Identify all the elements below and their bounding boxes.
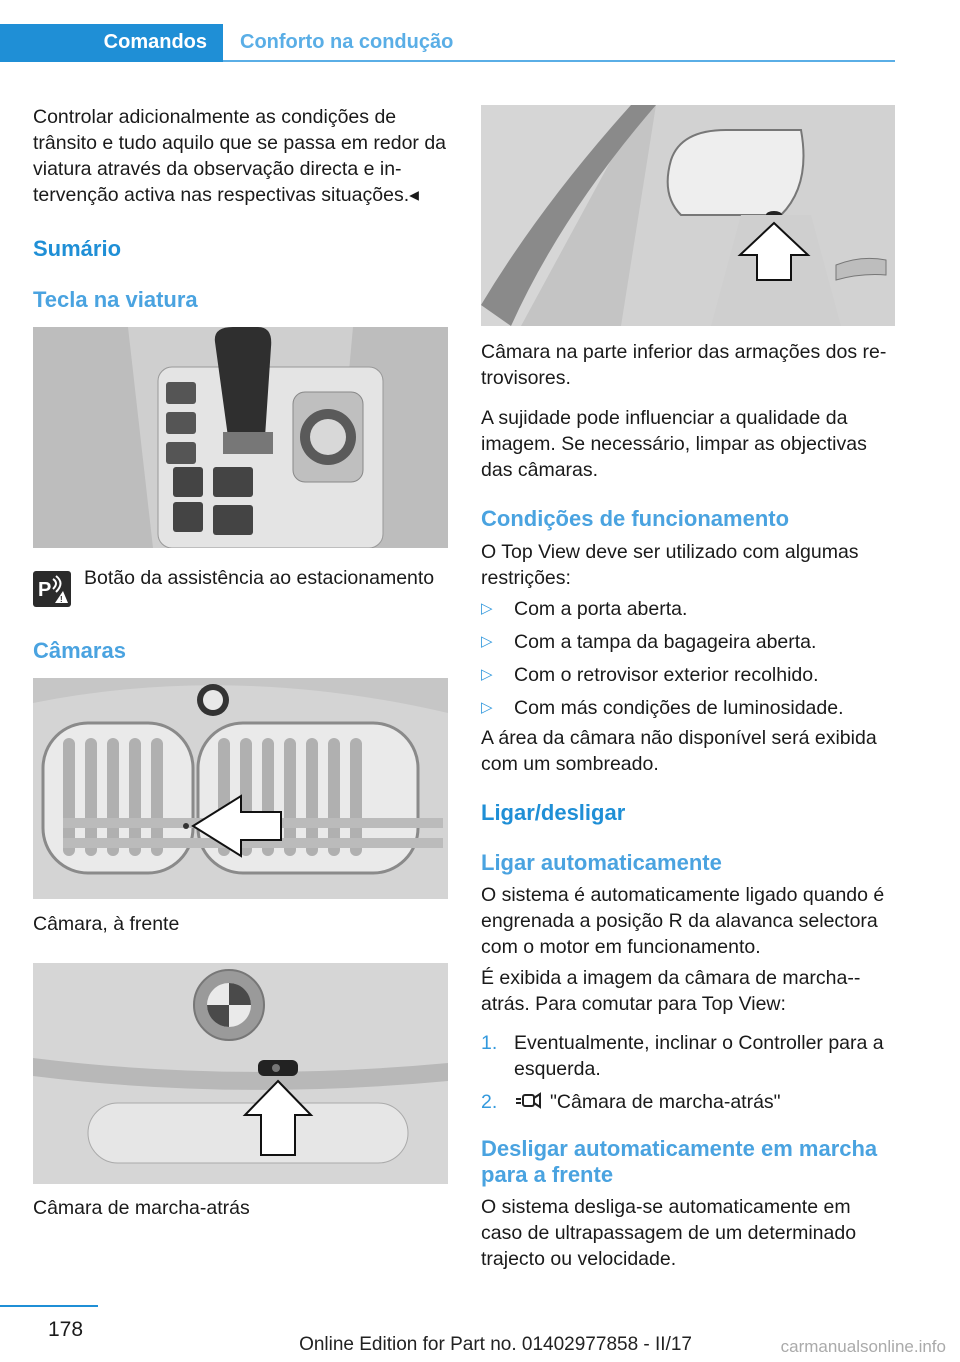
- desligar-text: O sistema desliga-se automaticamente em caso de ultrapassagem de um determinado trajecto ou velocidade.: [481, 1196, 857, 1270]
- console-buttons-image: [33, 327, 448, 548]
- rear-camera-icon: [514, 1091, 542, 1111]
- heading-ligar-auto: Ligar automaticamente: [481, 850, 722, 875]
- triangle-right-icon: ▷: [481, 600, 493, 617]
- rear-camera-image: [33, 963, 448, 1184]
- condicoes-intro: O Top View deve ser utilizado com algumas restrições:: [481, 541, 859, 589]
- heading-sumario: Sumário: [33, 236, 122, 261]
- heading-condicoes: Condições de funcionamento: [481, 506, 790, 531]
- heading-ligar-desligar: Ligar/desligar: [481, 800, 626, 825]
- triangle-right-icon: ▷: [481, 699, 493, 716]
- list-item: ▷ Com a tampa da bagageira aberta.: [481, 631, 817, 653]
- tab-comandos[interactable]: Comandos: [0, 24, 223, 62]
- park-assist-caption: Botão da assistência ao estacionamento: [84, 567, 435, 589]
- heading-desligar-auto: Desligar automaticamente em marcha para a frente: [481, 1136, 878, 1187]
- front-camera-caption: Câmara, à frente: [33, 913, 180, 935]
- list-item: ▷ Com o retrovisor exterior recolhido.: [481, 664, 819, 686]
- steps-list: [481, 1030, 895, 1122]
- condicoes-list: [481, 596, 895, 728]
- list-item: 2. "Câmara de marcha-atrás": [481, 1091, 781, 1113]
- intro-paragraph: Controlar adicionalmente as condições de trânsito e tudo aquilo que se passa em redor da viatura através da observação directa e intervenção activa nas respectivas situações.◂: [33, 106, 447, 206]
- heading-tecla-na-viatura: Tecla na viatura: [33, 287, 198, 312]
- heading-camaras: Câmaras: [33, 638, 126, 663]
- edition-label: Online Edition for Part no. 01402977858 - II/17: [299, 1334, 692, 1355]
- mirror-camera-caption: Câmara na parte inferior das armações dos retrovisores.: [481, 341, 887, 389]
- front-camera-image: [33, 678, 448, 899]
- list-item: ▷ Com más condições de luminosidade.: [481, 697, 844, 719]
- footer-divider: [0, 1305, 98, 1307]
- list-item: ▷ Com a porta aberta.: [481, 598, 688, 620]
- mirror-camera-image: [481, 105, 895, 326]
- tab-conforto-na-conducao[interactable]: Conforto na condução: [240, 31, 454, 53]
- park-assist-icon: [33, 571, 71, 607]
- page-number: 178: [48, 1318, 84, 1341]
- rear-camera-caption: Câmara de marcha-atrás: [33, 1197, 250, 1219]
- ligar-auto-text: O sistema é automaticamente ligado quando é engrenada a posição R da alavanca selectora com o motor em funcionamento.: [481, 884, 885, 958]
- header-divider: [223, 60, 895, 62]
- condicoes-note: A área da câmara não disponível será exibida com um sombreado.: [481, 727, 877, 775]
- ligar-auto-text2: É exibida a imagem da câmara de marcha-atrás. Para comutar para Top View:: [481, 967, 861, 1015]
- dirt-note: A sujidade pode influenciar a qualidade da imagem. Se necessário, limpar as objectivas das câmaras.: [481, 407, 867, 481]
- watermark: carmanualsonline.info: [780, 1337, 946, 1356]
- svg-text:P: P: [38, 579, 52, 601]
- triangle-right-icon: ▷: [481, 633, 493, 650]
- svg-text:!: !: [60, 595, 63, 604]
- list-item: 1. Eventualmente, inclinar o Controller para a esquerda.: [481, 1032, 884, 1080]
- triangle-right-icon: ▷: [481, 666, 493, 683]
